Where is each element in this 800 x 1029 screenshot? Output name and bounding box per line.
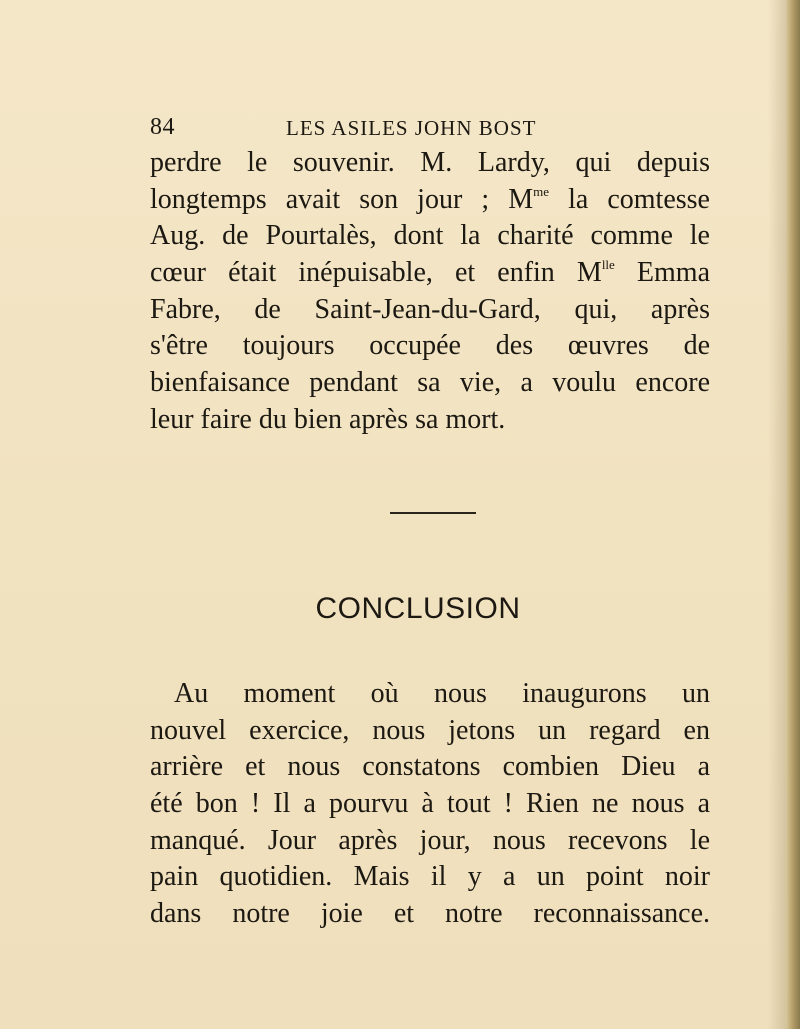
text-line: nouvel exercice, nous jetons un regard en [150,714,710,746]
superscript: me [533,183,549,199]
text-line: arrière et nous constatons combien Dieu a [150,751,710,783]
text-line: perdre le souvenir. M. Lardy, qui depuis [150,147,710,178]
text-line: bienfaisance pendant sa vie, a voulu encore [150,367,710,399]
page-edge [786,0,800,1029]
text-line: manqué. Jour après jour, nous recevons le [150,824,710,856]
running-title: LES ASILES JOHN BOST [286,116,537,140]
paragraph-closing-acknowledgments [150,145,710,439]
text-line: pain quotidien. Mais il y a un point noir [150,861,710,893]
text-line: cœur était inépuisable, et enfin $M^{lle}$ Emma [150,257,710,289]
page-number: 84 [150,114,175,140]
text-line: été bon ! Il a pourvu à tout ! Rien ne nous a [150,788,710,820]
text-line: Aug. de Pourtalès, dont la charité comme le [150,220,710,252]
text-line: Fabre, de Saint-Jean-du-Gard, qui, après [150,293,710,325]
text-line: leur faire du bien après sa mort. [150,403,506,435]
superscript: lle [601,257,615,273]
section-divider [390,512,476,514]
text-line: longtemps avait son jour ; $M^{me}$ la comtesse [150,183,710,215]
text-line: dans notre joie et notre reconnaissance. [150,898,710,930]
section-heading: CONCLUSION [315,592,521,625]
text-line: s'être toujours occupée des œuvres de [150,330,710,362]
text-line: Au moment où nous inaugurons un [174,678,710,709]
paragraph-conclusion [150,676,710,933]
running-header [150,114,710,144]
